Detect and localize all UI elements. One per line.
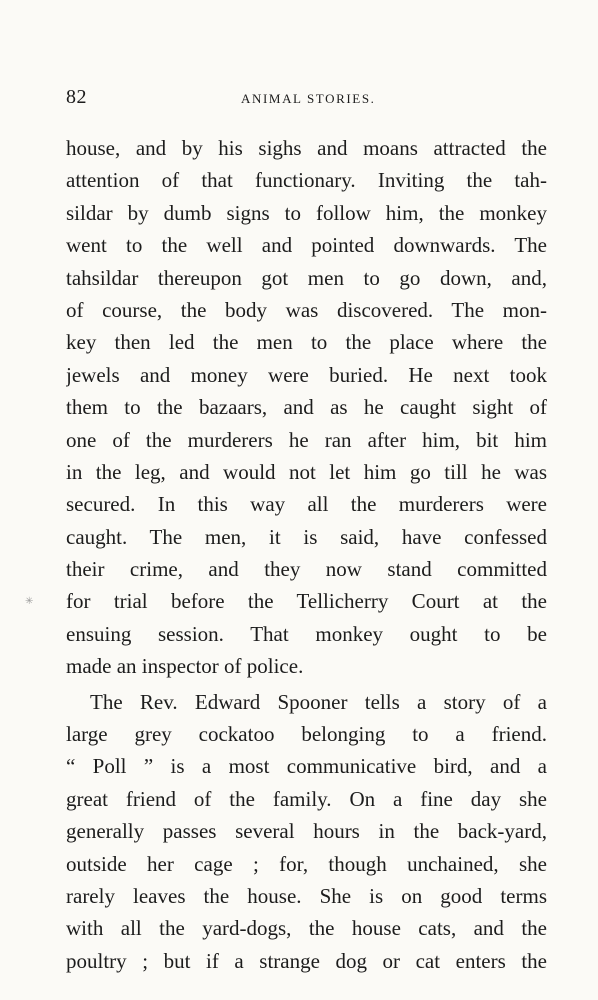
text-line: in the leg, and would not let him go till he was: [66, 459, 547, 484]
text-line: their crime, and they now stand committed: [66, 557, 547, 582]
text-line: tahsildar thereupon got men to go down, and,: [66, 265, 547, 290]
text-line: attention of that functionary. Inviting the tah-: [66, 168, 547, 193]
paragraph-2: [66, 686, 547, 978]
text-line: made an inspector of police.: [66, 654, 304, 679]
text-line: poultry ; but if a strange dog or cat enters the: [66, 948, 547, 973]
text-line: jewels and money were buried. He next took: [66, 362, 547, 387]
text-line: of course, the body was discovered. The mon-: [66, 297, 547, 322]
text-line: secured. In this way all the murderers were: [66, 492, 547, 517]
text-line: house, and by his sighs and moans attracted the: [66, 136, 547, 160]
paragraph-1: [66, 132, 547, 683]
text-line: outside her cage ; for, though unchained, she: [66, 851, 547, 876]
text-line: large grey cockatoo belonging to a friend.: [66, 722, 547, 747]
text-line: them to the bazaars, and as he caught sight of: [66, 395, 547, 420]
text-line: one of the murderers he ran after him, bit him: [66, 427, 547, 452]
text-line: generally passes several hours in the back-yard,: [66, 819, 547, 844]
text-line: The Rev. Edward Spooner tells a story of a: [90, 689, 547, 714]
text-line: “ Poll ” is a most communicative bird, and a: [66, 754, 547, 779]
text-line: caught. The men, it is said, have confessed: [66, 524, 547, 549]
text-line: with all the yard-dogs, the house cats, and the: [66, 916, 547, 941]
text-line: ensuing session. That monkey ought to be: [66, 621, 547, 646]
page-number: 82: [66, 86, 87, 108]
margin-speck-icon: ✳: [25, 596, 34, 607]
running-head: ANIMAL STORIES.: [241, 91, 376, 106]
text-line: key then led the men to the place where the: [66, 330, 547, 355]
text-line: rarely leaves the house. She is on good terms: [66, 883, 547, 908]
body-text: [66, 132, 547, 977]
text-line: sildar by dumb signs to follow him, the monkey: [66, 200, 547, 225]
text-line: for trial before the Tellicherry Court at the: [66, 589, 547, 614]
page-header: [66, 86, 547, 116]
text-line: went to the well and pointed downwards. The: [66, 233, 547, 258]
text-line: great friend of the family. On a fine day she: [66, 786, 547, 811]
